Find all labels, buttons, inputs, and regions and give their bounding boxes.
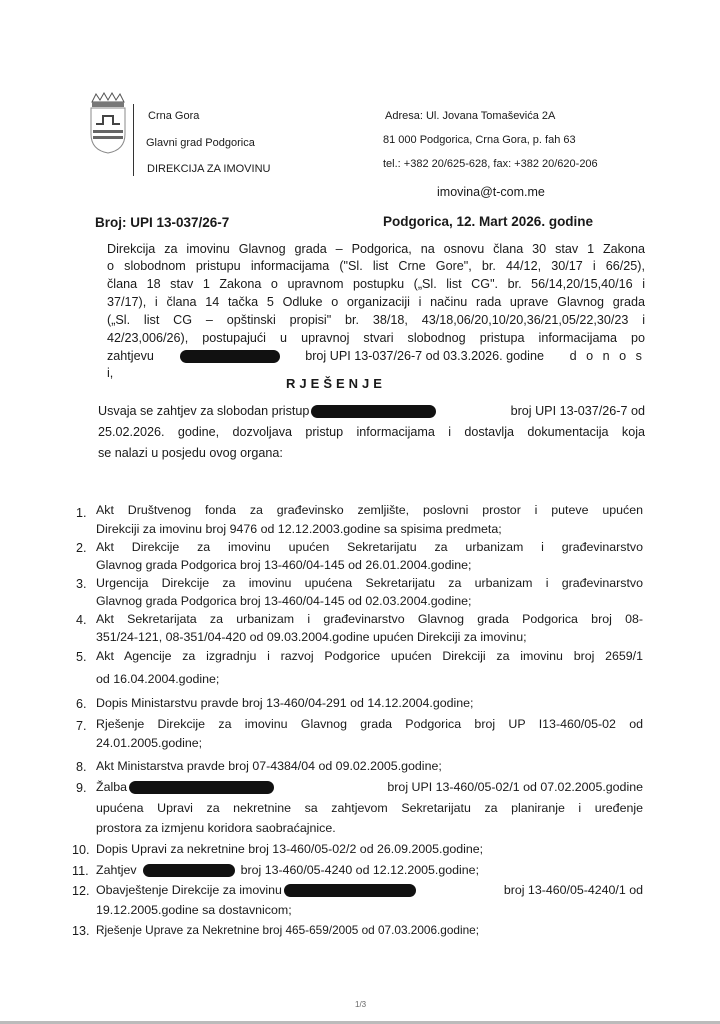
item-line: Akt Ministarstva pravde broj 07-4384/04 od 09.02.2005.godine;	[96, 759, 442, 773]
redacted-name	[284, 884, 416, 897]
redacted-name	[180, 350, 280, 363]
item-line: Dopis Ministarstvu pravde broj 13-460/04-291 od 14.12.2004.godine;	[96, 696, 474, 710]
intro-line: člana 18 stav 1 Zakona o upravnom postupku („Sl. list CG". br. 56/14,20/15,40/16 i	[107, 277, 645, 291]
item-line: Akt Agencije za izgradnju i razvoj Podgorice upućen Direkciji za imovinu broj 2659/1	[96, 649, 643, 663]
decision-ref: broj UPI 13-037/26-7 od	[510, 404, 645, 418]
intro-line-start: zahtjevu	[107, 349, 154, 363]
intro-request-ref: broj UPI 13-037/26-7 od 03.3.2026. godine	[305, 349, 544, 363]
item-line: Rješenje Uprave za Nekretnine broj 465-659/2005 od 07.03.2006.godine;	[96, 923, 480, 937]
header-country: Crna Gora	[148, 110, 200, 122]
item-line: 351/24-121, 08-351/04-420 od 09.03.2004.godine upućen Direkciji za imovinu;	[96, 630, 527, 644]
decision-line: 25.02.2026. godine, dozvoljava pristup informacijama i dostavlja dokumentacija koja	[98, 425, 645, 439]
item-line: 19.12.2005.godine sa dostavnicom;	[96, 903, 292, 917]
item-number: 11.	[72, 864, 89, 878]
intro-line-end: i,	[107, 366, 114, 380]
header-phone: tel.: +382 20/625-628, fax: +382 20/620-206	[383, 158, 598, 170]
header-divider	[133, 104, 134, 176]
item-number: 10.	[72, 843, 90, 857]
item-line: 24.01.2005.godine;	[96, 736, 203, 750]
intro-line: 42/23,006/26), postupajući u upravnoj stvari slobodnog pristupa informacijama po	[107, 331, 645, 345]
intro-donosi: d o n o s	[569, 349, 645, 363]
document-number: Broj: UPI 13-037/26-7	[95, 215, 230, 230]
item-line: prostora za izmjenu koridora saobraćajnice.	[96, 821, 336, 835]
intro-line: 37/17), i člana 14 tačka 5 Odluke o organizaciji i načinu rada uprave Glavnog grada	[107, 295, 645, 309]
item-line: Akt Direkcije za imovinu upućen Sekretarijatu za urbanizam i građevinarstvo	[96, 540, 643, 554]
intro-line: Direkcija za imovinu Glavnog grada – Podgorica, na osnovu člana 30 stav 1 Zakona	[107, 242, 645, 256]
item-number: 1.	[76, 506, 87, 520]
item-line: Rješenje Direkcije za imovinu Glavnog grada Podgorica broj UP I13-460/05-02 od	[96, 717, 643, 731]
item-line: Glavnog grada Podgorica broj 13-460/04-145 od 26.01.2004.godine;	[96, 558, 472, 572]
decision-line: se nalazi u posjedu ovog organa:	[98, 446, 283, 460]
item-text: Zahtjev	[96, 863, 137, 877]
page-number: 1/3	[355, 1000, 367, 1009]
item-number: 5.	[76, 650, 87, 664]
item-line: Glavnog grada Podgorica broj 13-460/04-145 od 02.03.2004.godine;	[96, 594, 472, 608]
item-number: 2.	[76, 541, 87, 555]
item-number: 8.	[76, 760, 87, 774]
item-line: Urgencija Direkcije za imovinu upućena Sekretarijatu za urbanizam i građevinarstvo	[96, 576, 643, 590]
decision-title: RJEŠENJE	[286, 376, 386, 391]
item-number: 9.	[76, 781, 87, 795]
item-line: od 16.04.2004.godine;	[96, 672, 220, 686]
redacted-name	[311, 405, 436, 418]
item-number: 4.	[76, 613, 87, 627]
header-department: DIREKCIJA ZA IMOVINU	[147, 163, 271, 175]
item-text: broj UPI 13-460/05-02/1 od 07.02.2005.godine	[387, 780, 643, 794]
item-text: Žalba	[96, 780, 127, 794]
redacted-name	[143, 864, 235, 877]
item-line: Direkciji za imovinu broj 9476 od 12.12.2003.godine sa spisima predmeta;	[96, 522, 502, 536]
item-number: 12.	[72, 884, 90, 898]
document-date: Podgorica, 12. Mart 2026. godine	[383, 214, 594, 229]
decision-text: Usvaja se zahtjev za slobodan pristup	[98, 404, 310, 418]
header-postal: 81 000 Podgorica, Crna Gora, p. fah 63	[383, 134, 576, 146]
item-text: broj 13-460/05-4240 od 12.12.2005.godine;	[240, 863, 480, 877]
intro-line: („Sl. list CG – opštinski propisi" br. 38/18, 43/18,06/20,10/20,36/21,05/22,30/23 i	[107, 313, 645, 327]
item-line: Akt Društvenog fonda za građevinsko zemljište, poslovni prostor i puteve upućen	[96, 503, 643, 517]
item-text: broj 13-460/05-4240/1 od	[503, 883, 643, 897]
item-line: Akt Sekretarijata za urbanizam i građevinarstvo Glavnog grada Podgorica broj 08-	[96, 612, 643, 626]
intro-line: o slobodnom pristupu informacijama ("Sl. list Crne Gore", br. 44/12, 30/17 i 66/25),	[107, 259, 645, 273]
header-email: imovina@t-com.me	[437, 185, 545, 199]
item-number: 6.	[76, 697, 87, 711]
item-line: Dopis Upravi za nekretnine broj 13-460/05-02/2 od 26.09.2005.godine;	[96, 842, 484, 856]
item-number: 3.	[76, 577, 87, 591]
item-number: 7.	[76, 719, 87, 733]
header-address: Adresa: Ul. Jovana Tomaševića 2A	[385, 110, 556, 122]
header-city: Glavni grad Podgorica	[146, 137, 255, 149]
city-coat-of-arms-logo	[88, 92, 128, 154]
item-text: Obavještenje Direkcije za imovinu	[96, 883, 282, 897]
item-number: 13.	[72, 924, 90, 938]
item-line: upućena Upravi za nekretnine sa zahtjevom Sekretarijatu za planiranje i uređenje	[96, 801, 643, 815]
redacted-name	[129, 781, 274, 794]
